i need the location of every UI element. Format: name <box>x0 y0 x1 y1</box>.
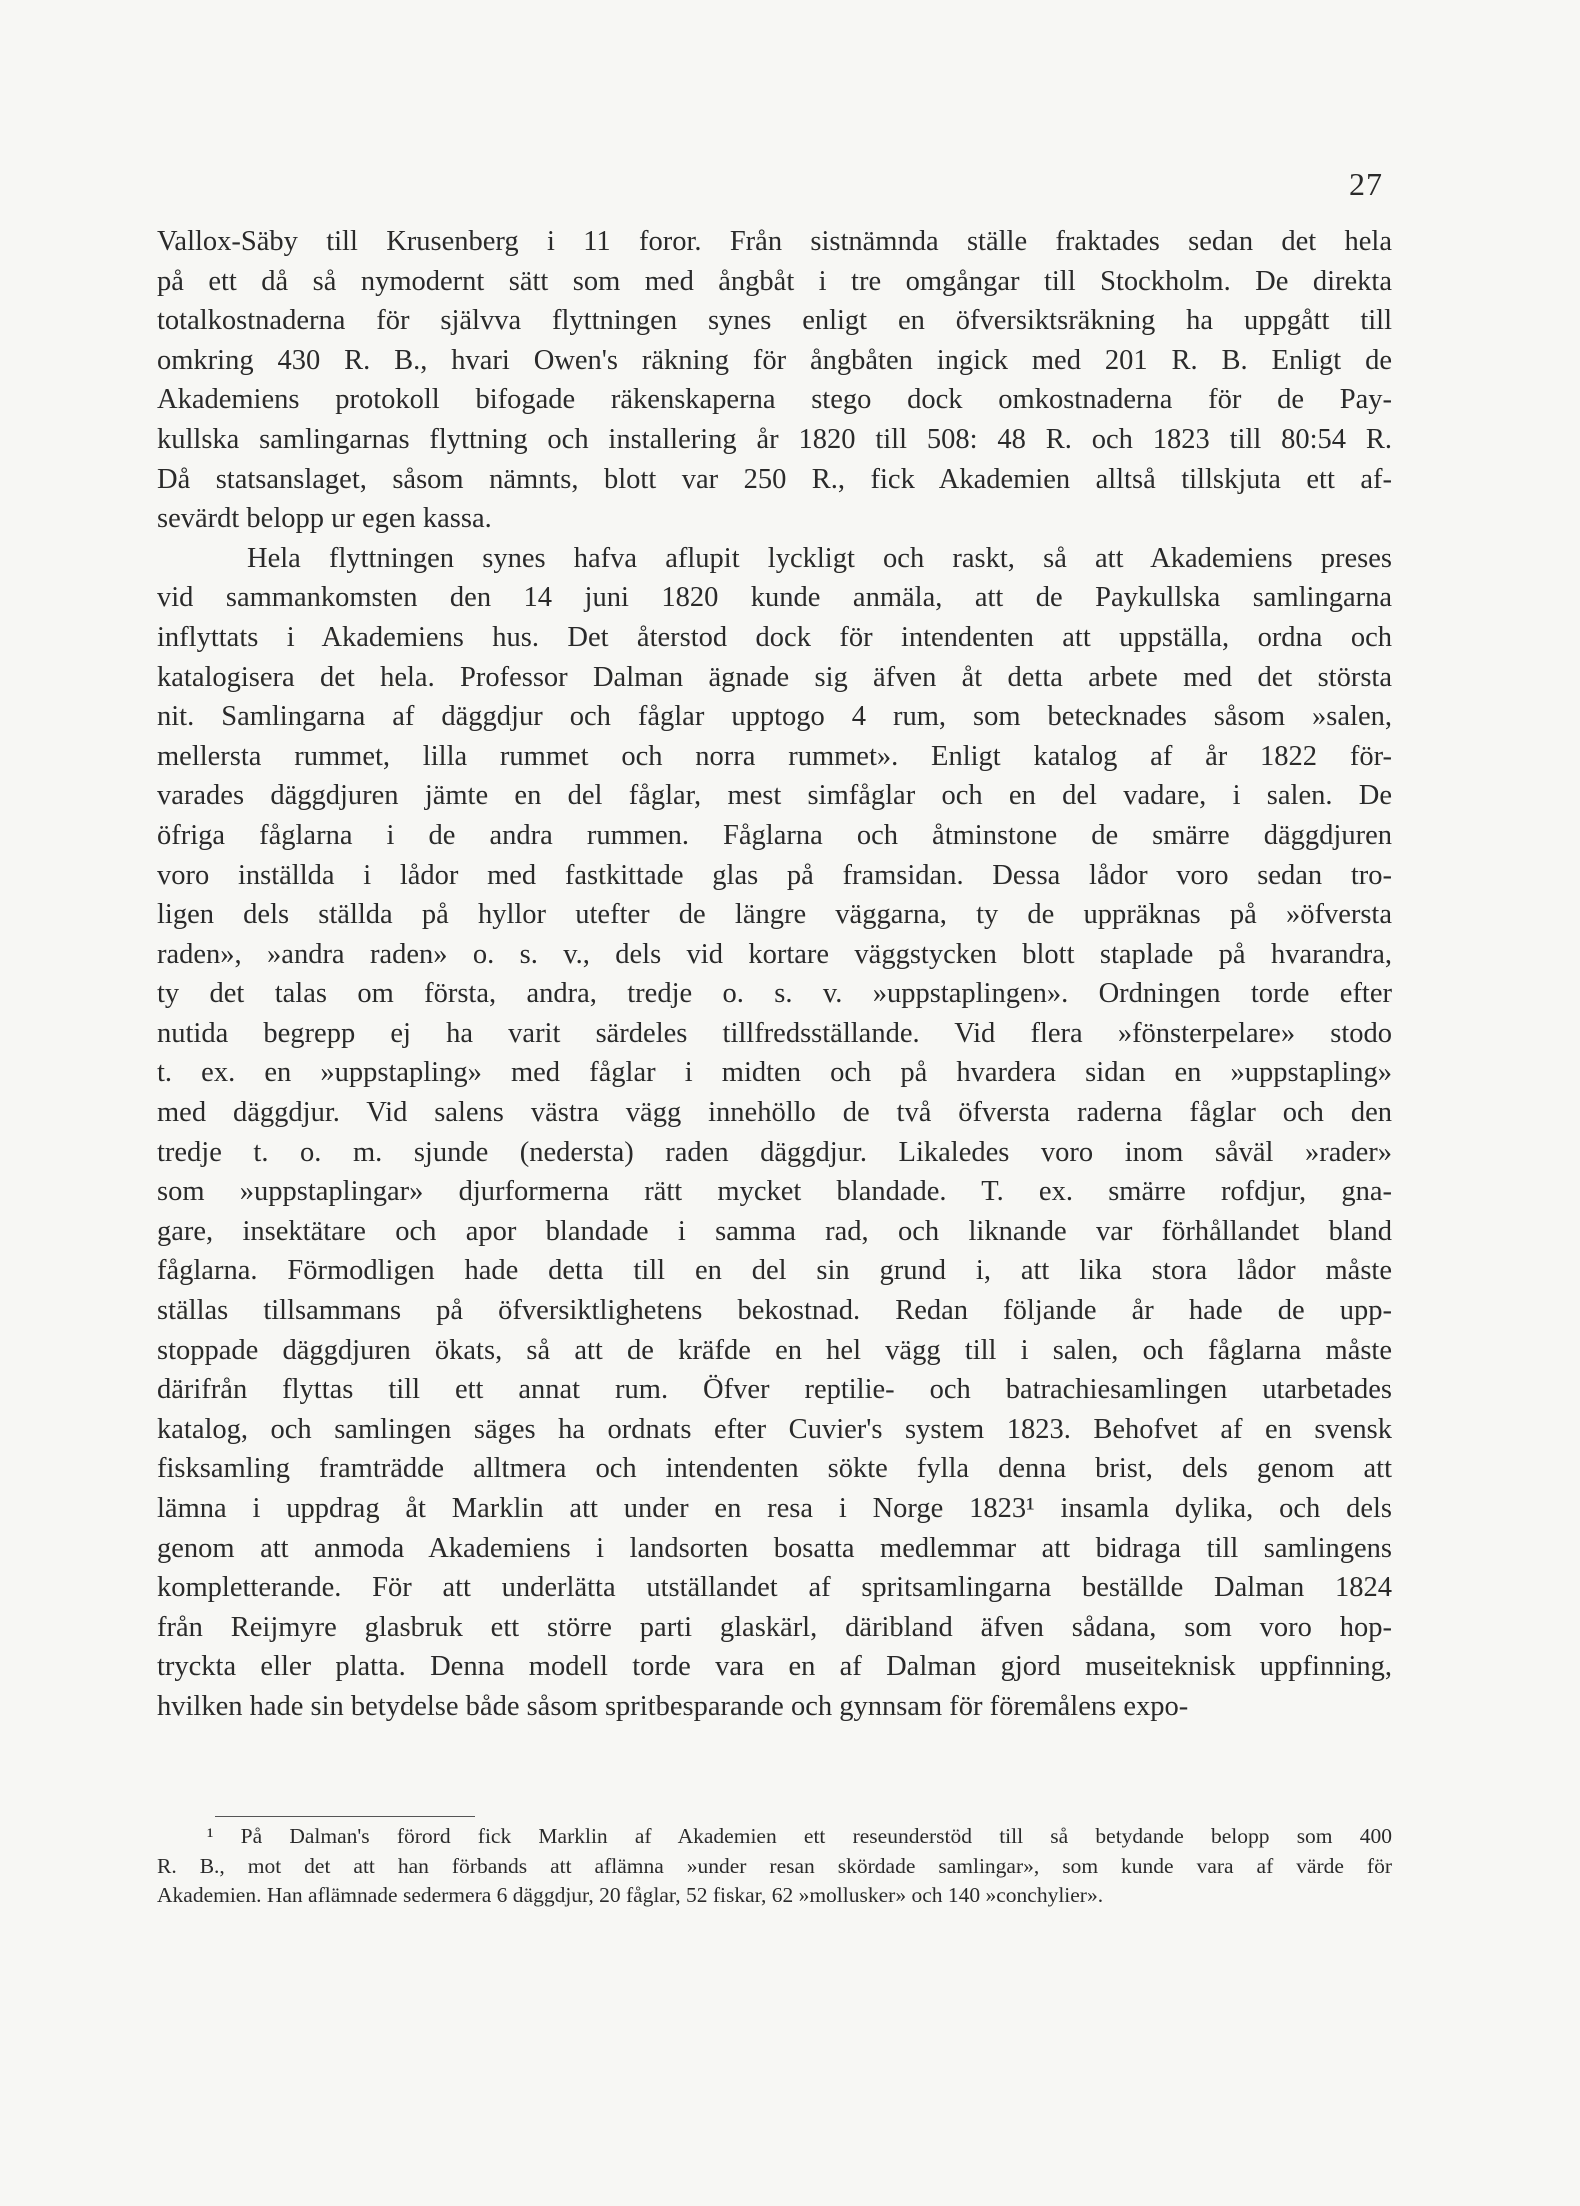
text-line: voro inställda i lådor med fastkittade glas på framsidan. Dessa lådor voro sedan tro- <box>157 859 1392 891</box>
text-line: varades däggdjuren jämte en del fåglar, mest simfåglar och en del vadare, i salen. De <box>157 780 1392 812</box>
text-line: totalkostnaderna för självva flyttningen synes enligt en öfversiktsräkning ha uppgått till <box>157 305 1392 337</box>
text-line: på ett då så nymodernt sätt som med ångbåt i tre omgångar till Stockholm. De direkta <box>157 265 1392 297</box>
text-line: därifrån flyttas till ett annat rum. Öfver reptilie- och batrachiesamlingen utarbetades <box>157 1374 1392 1406</box>
body-text <box>157 222 1392 1727</box>
text-line: öfriga fåglarna i de andra rummen. Fåglarna och åtminstone de smärre däggdjuren <box>157 819 1392 851</box>
text-line: fisksamling framträdde alltmera och intendenten sökte fylla denna brist, dels genom att <box>157 1453 1392 1485</box>
text-line: nutida begrepp ej ha varit särdeles tillfredsställande. Vid flera »fönsterpelare» stodo <box>157 1017 1392 1049</box>
text-line: med däggdjur. Vid salens västra vägg innehöllo de två öfversta raderna fåglar och den <box>157 1097 1392 1129</box>
text-line: Hela flyttningen synes hafva aflupit lyckligt och raskt, så att Akademiens preses <box>247 542 1392 574</box>
text-line: fåglarna. Förmodligen hade detta till en del sin grund i, att lika stora lådor måste <box>157 1255 1392 1287</box>
text-line: raden», »andra raden» o. s. v., dels vid kortare väggstycken blott staplade på hvarandra, <box>157 938 1392 970</box>
text-line: kullska samlingarnas flyttning och installering år 1820 till 508: 48 R. och 1823 till 80:54 R. <box>157 423 1392 455</box>
text-line: katalog, och samlingen säges ha ordnats efter Cuvier's system 1823. Behofvet af en svensk <box>157 1413 1392 1445</box>
text-line: Vallox-Säby till Krusenberg i 11 foror. Från sistnämnda ställe fraktades sedan det hela <box>157 226 1392 257</box>
text-line: från Reijmyre glasbruk ett större parti glaskärl, däribland äfven sådana, som voro hop- <box>157 1611 1392 1643</box>
text-line: sevärdt belopp ur egen kassa. <box>157 503 492 535</box>
page-number: 27 <box>1349 166 1383 202</box>
text-line: t. ex. en »uppstapling» med fåglar i midten och på hvardera sidan en »uppstapling» <box>157 1057 1392 1089</box>
text-line: omkring 430 R. B., hvari Owen's räkning för ångbåten ingick med 201 R. B. Enligt de <box>157 344 1392 376</box>
text-line: kompletterande. För att underlätta utställandet af spritsamlingarna beställde Dalman 1824 <box>157 1572 1392 1604</box>
text-line: ty det talas om första, andra, tredje o. s. v. »uppstaplingen». Ordningen torde efter <box>157 978 1392 1010</box>
text-line: tredje t. o. m. sjunde (nedersta) raden däggdjur. Likaledes voro inom såväl »rader» <box>157 1136 1392 1168</box>
text-line: stoppade däggdjuren ökats, så att de kräfde en hel vägg till i salen, och fåglarna måste <box>157 1334 1392 1366</box>
text-line: ligen dels ställda på hyllor utefter de längre väggarna, ty de uppräknas på »öfversta <box>157 899 1392 931</box>
text-line: nit. Samlingarna af däggdjur och fåglar upptogo 4 rum, som betecknades såsom »salen, <box>157 701 1392 733</box>
footnote-line: ¹ På Dalman's förord fick Marklin af Akademien ett reseunderstöd till så betydande belopp som 400 <box>207 1824 1392 1848</box>
text-line: vid sammankomsten den 14 juni 1820 kunde anmäla, att de Paykullska samlingarna <box>157 582 1392 614</box>
footnote-line: R. B., mot det att han förbands att aflämna »under resan skördade samlingar», som kunde vara af värde för <box>157 1853 1392 1878</box>
footnote-divider <box>215 1816 475 1817</box>
text-line: katalogisera det hela. Professor Dalman ägnade sig äfven åt detta arbete med det största <box>157 661 1392 693</box>
text-line: ställas tillsammans på öfversiktlighetens bekostnad. Redan följande år hade de upp- <box>157 1295 1392 1327</box>
text-line: mellersta rummet, lilla rummet och norra rummet». Enligt katalog af år 1822 för- <box>157 740 1392 772</box>
text-line: gare, insektätare och apor blandade i samma rad, och liknande var förhållandet bland <box>157 1215 1392 1247</box>
text-line: som »uppstaplingar» djurformerna rätt mycket blandade. T. ex. smärre rofdjur, gna- <box>157 1176 1392 1208</box>
text-line: tryckta eller platta. Denna modell torde vara en af Dalman gjord museiteknisk uppfinning, <box>157 1651 1392 1683</box>
text-line: Då statsanslaget, såsom nämnts, blott var 250 R., fick Akademien alltså tillskjuta ett af- <box>157 463 1392 495</box>
footnote-line: Akademien. Han aflämnade sedermera 6 däggdjur, 20 fåglar, 52 fiskar, 62 »mollusker» och 140 »conchylier». <box>157 1883 1104 1907</box>
footnote <box>157 1822 1392 1911</box>
text-line: hvilken hade sin betydelse både såsom spritbesparande och gynnsam för föremålens expo- <box>157 1690 1189 1722</box>
text-line: genom att anmoda Akademiens i landsorten bosatta medlemmar att bidraga till samlingens <box>157 1532 1392 1564</box>
text-line: lämna i uppdrag åt Marklin att under en resa i Norge 1823¹ insamla dylika, och dels <box>157 1493 1392 1524</box>
text-line: inflyttats i Akademiens hus. Det återstod dock för intendenten att uppställa, ordna och <box>157 621 1392 653</box>
text-line: Akademiens protokoll bifogade räkenskaperna stego dock omkostnaderna för de Pay- <box>157 384 1392 416</box>
